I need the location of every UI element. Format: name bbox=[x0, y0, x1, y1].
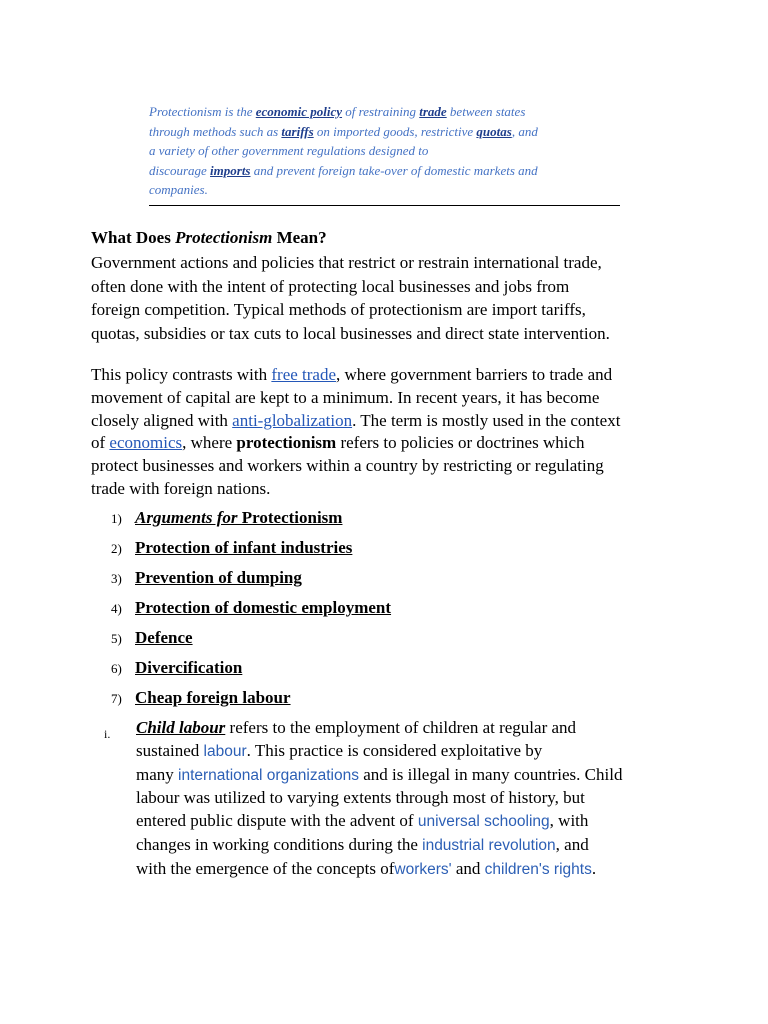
context-paragraph: This policy contrasts with free trade, where government barriers to trade and movement of capital are kept to a minimum. In recent years, it has become closely aligned with anti-globalization. The term is mostly used in the context of economics, where protectionism refers to policies or doctrines which protect businesses and workers within a country by restricting or regulating trade with foreign nations. bbox=[91, 365, 621, 498]
list-item: 6) Divercification bbox=[111, 658, 243, 677]
labour-link[interactable]: labour bbox=[203, 742, 247, 760]
intro-definition: Protectionism is the economic policy of restraining trade between states through methods such as tariffs on imported goods, restrictive quotas, and a variety of other government regulations designed to discourage imports and prevent foreign take-over of domestic markets and companies. bbox=[149, 104, 538, 197]
industrial-revolution-link[interactable]: industrial revolution bbox=[422, 836, 556, 854]
trade-link[interactable]: trade bbox=[419, 104, 447, 119]
list-item: 1) Arguments for Protectionism bbox=[111, 508, 343, 527]
definition-paragraph: Government actions and policies that restrict or restrain international trade, often done with the intent of protecting local businesses and jobs from foreign competition. Typical methods of protectionism are import tariffs, quotas, subsidies or tax cuts to local businesses and direct state intervention. bbox=[91, 253, 610, 343]
tariffs-link[interactable]: tariffs bbox=[281, 123, 314, 139]
economic-policy-link[interactable]: economic policy bbox=[255, 104, 343, 119]
roman-list-marker: i. bbox=[104, 727, 111, 741]
child-labour-paragraph: Child labour refers to the employment of children at regular and sustained labour. This practice is considered exploitative by many international organizations and is illegal in many countries. Child labour was utilized to varying extents through most of history, but entered public dispute with the advent of universal schooling, with changes in working conditions during the industrial revolution, and with the emergence of the concepts ofworkers' and children's rights. bbox=[136, 718, 623, 878]
universal-schooling-link[interactable]: universal schooling bbox=[417, 813, 550, 831]
imports-link[interactable]: imports bbox=[210, 162, 251, 178]
list-item: 5) Defence bbox=[111, 628, 193, 647]
quotas-link[interactable]: quotas bbox=[476, 123, 512, 139]
workers-rights-link[interactable]: workers' bbox=[394, 860, 452, 878]
list-item: 4) Protection of domestic employment bbox=[111, 598, 392, 617]
anti-globalization-link[interactable]: anti-globalization bbox=[232, 410, 353, 430]
free-trade-link[interactable]: free trade bbox=[271, 365, 337, 384]
list-item: 2) Protection of infant industries bbox=[111, 538, 353, 557]
childrens-rights-link[interactable]: children's rights bbox=[484, 860, 592, 878]
list-item: 7) Cheap foreign labour bbox=[111, 688, 291, 707]
international-organizations-link[interactable]: international organizations bbox=[178, 766, 359, 784]
list-item: 3) Prevention of dumping bbox=[111, 568, 302, 587]
section-heading: What Does Protectionism Mean? bbox=[91, 228, 327, 247]
economics-link[interactable]: economics bbox=[109, 433, 183, 453]
intro-divider bbox=[149, 205, 620, 206]
